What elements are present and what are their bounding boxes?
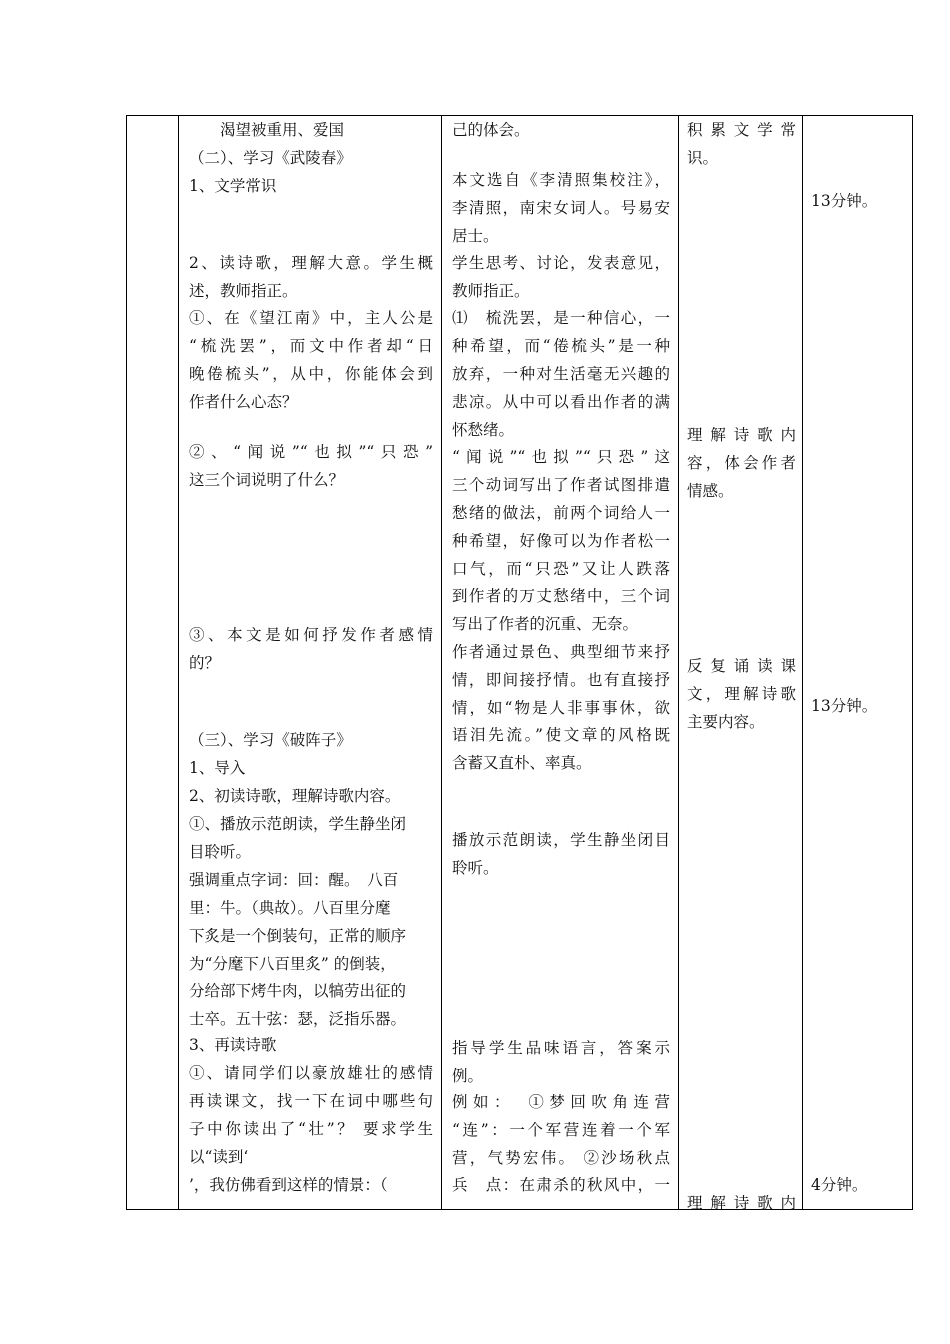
text-line: 营，气势宏伟。 ②沙场秋点 — [452, 1149, 670, 1167]
text-line: 播放示范朗读，学生静坐闭目 — [452, 831, 670, 849]
text-line: 2、读诗歌，理解大意。学生概 — [189, 254, 433, 272]
text-line: 反复诵读课 — [687, 657, 796, 675]
text-line: 口气，而“只恐”又让人跌落 — [452, 560, 670, 578]
text-line: 主要内容。 — [687, 713, 765, 731]
text-line: （三）、学习《破阵子》 — [189, 731, 352, 749]
text-line: 情感。 — [687, 482, 734, 500]
text-line: 例如： ①梦回吹角连营 — [452, 1093, 670, 1111]
text-line: 学生思考、讨论，发表意见， — [452, 254, 670, 272]
column-divider — [678, 116, 679, 1209]
text-line: 士卒。五十弦：瑟，泛指乐器。 — [189, 1010, 407, 1028]
text-line: 三个动词写出了作者试图排遣 — [452, 476, 670, 494]
text-line: 4分钟。 — [811, 1176, 868, 1194]
text-line: 容，体会作者 — [687, 454, 796, 472]
text-line: 再读课文，找一下在词中哪些句 — [189, 1092, 433, 1110]
text-line: 1、导入 — [189, 759, 246, 777]
column-divider — [441, 116, 442, 1209]
text-line: “连”：一个军营连着一个军 — [452, 1121, 670, 1139]
text-line: 13分钟。 — [811, 697, 878, 715]
text-line: 放弃，一种对生活毫无兴趣的 — [452, 365, 670, 383]
text-line: “闻说”“也拟”“只恐”这 — [452, 448, 670, 466]
text-line: 作者什么心态？ — [189, 393, 298, 411]
column-divider — [178, 116, 179, 1209]
text-line: 述，教师指正。 — [189, 282, 298, 300]
text-line: ③、本文是如何抒发作者感情 — [189, 626, 433, 644]
text-line: 强调重点字词：回：醒。 八百 — [189, 871, 399, 889]
text-line: 分给部下烤牛肉，以犒劳出征的 — [189, 982, 407, 1000]
text-line: 悲凉。从中可以看出作者的满 — [452, 393, 670, 411]
text-line: ’，我仿佛看到这样的情景：（ — [189, 1176, 388, 1194]
text-line: 里：牛。（典故）。八百里分麾 — [189, 899, 391, 917]
text-line: 下炙是一个倒装句，正常的顺序 — [189, 927, 407, 945]
text-line: （二）、学习《武陵春》 — [189, 149, 352, 167]
text-line: 本文选自《李清照集校注》， — [452, 171, 670, 189]
text-line: 13分钟。 — [811, 192, 878, 210]
text-line: 作者通过景色、典型细节来抒 — [452, 643, 670, 661]
text-line: 情，如“物是人非事事休，欲 — [452, 699, 670, 717]
text-line: ⑴ 梳洗罢，是一种信心，一 — [452, 309, 670, 327]
text-line: 种希望，好像可以为作者松一 — [452, 532, 670, 550]
text-line: 理解诗歌内 — [687, 426, 796, 444]
text-line: 积累文学常 — [687, 121, 796, 139]
text-line: 1、文学常识 — [189, 177, 277, 195]
text-line: 怀愁绪。 — [452, 421, 515, 439]
text-line: “梳洗罢”，而文中作者却“日 — [189, 337, 433, 355]
text-line: 渴望被重用、爱国 — [189, 121, 345, 139]
column-divider — [802, 116, 803, 1209]
text-line: 居士。 — [452, 227, 499, 245]
text-line: 己的体会。 — [452, 121, 530, 139]
text-line: 例。 — [452, 1067, 484, 1085]
text-line: 种希望，而“倦梳头”是一种 — [452, 337, 670, 355]
text-line: 3、再读诗歌 — [189, 1036, 277, 1054]
text-line: 教师指正。 — [452, 282, 530, 300]
text-line: 情，即间接抒情。也有直接抒 — [452, 671, 670, 689]
text-line: 理解诗歌内 — [687, 1194, 796, 1212]
lesson-plan-table — [126, 115, 913, 1210]
text-line: 兵 点：在肃杀的秋风中，一 — [452, 1176, 670, 1194]
text-line: ①、在《望江南》中，主人公是 — [189, 309, 433, 327]
text-line: 的？ — [189, 654, 221, 672]
text-line: 目聆听。 — [189, 843, 252, 861]
text-line: 文，理解诗歌 — [687, 685, 796, 703]
text-line: 这三个词说明了什么？ — [189, 471, 345, 489]
text-line: ①、请同学们以豪放雄壮的感情 — [189, 1064, 433, 1082]
text-line: 晚倦梳头”，从中，你能体会到 — [189, 365, 433, 383]
text-line: 李清照，南宋女词人。号易安 — [452, 199, 670, 217]
text-line: ②、“闻说”“也拟”“只恐” — [189, 443, 433, 461]
text-line: ①、播放示范朗读，学生静坐闭 — [189, 815, 407, 833]
text-line: 2、初读诗歌，理解诗歌内容。 — [189, 787, 401, 805]
text-line: 为“分麾下八百里炙” 的倒装， — [189, 955, 396, 973]
text-line: 聆听。 — [452, 859, 499, 877]
text-line: 子中你读出了“壮”？ 要求学生 — [189, 1120, 433, 1138]
text-line: 写出了作者的沉重、无奈。 — [452, 615, 639, 633]
text-line: 指导学生品味语言，答案示 — [452, 1039, 670, 1057]
text-line: 语泪先流。”使文章的风格既 — [452, 726, 670, 744]
text-line: 含蓄又直朴、率真。 — [452, 754, 592, 772]
text-line: 识。 — [687, 149, 719, 167]
text-line: 到作者的万丈愁绪中，三个词 — [452, 587, 670, 605]
text-line: 愁绪的做法，前两个词给人一 — [452, 504, 670, 522]
text-line: 以“读到‘ — [189, 1148, 249, 1166]
